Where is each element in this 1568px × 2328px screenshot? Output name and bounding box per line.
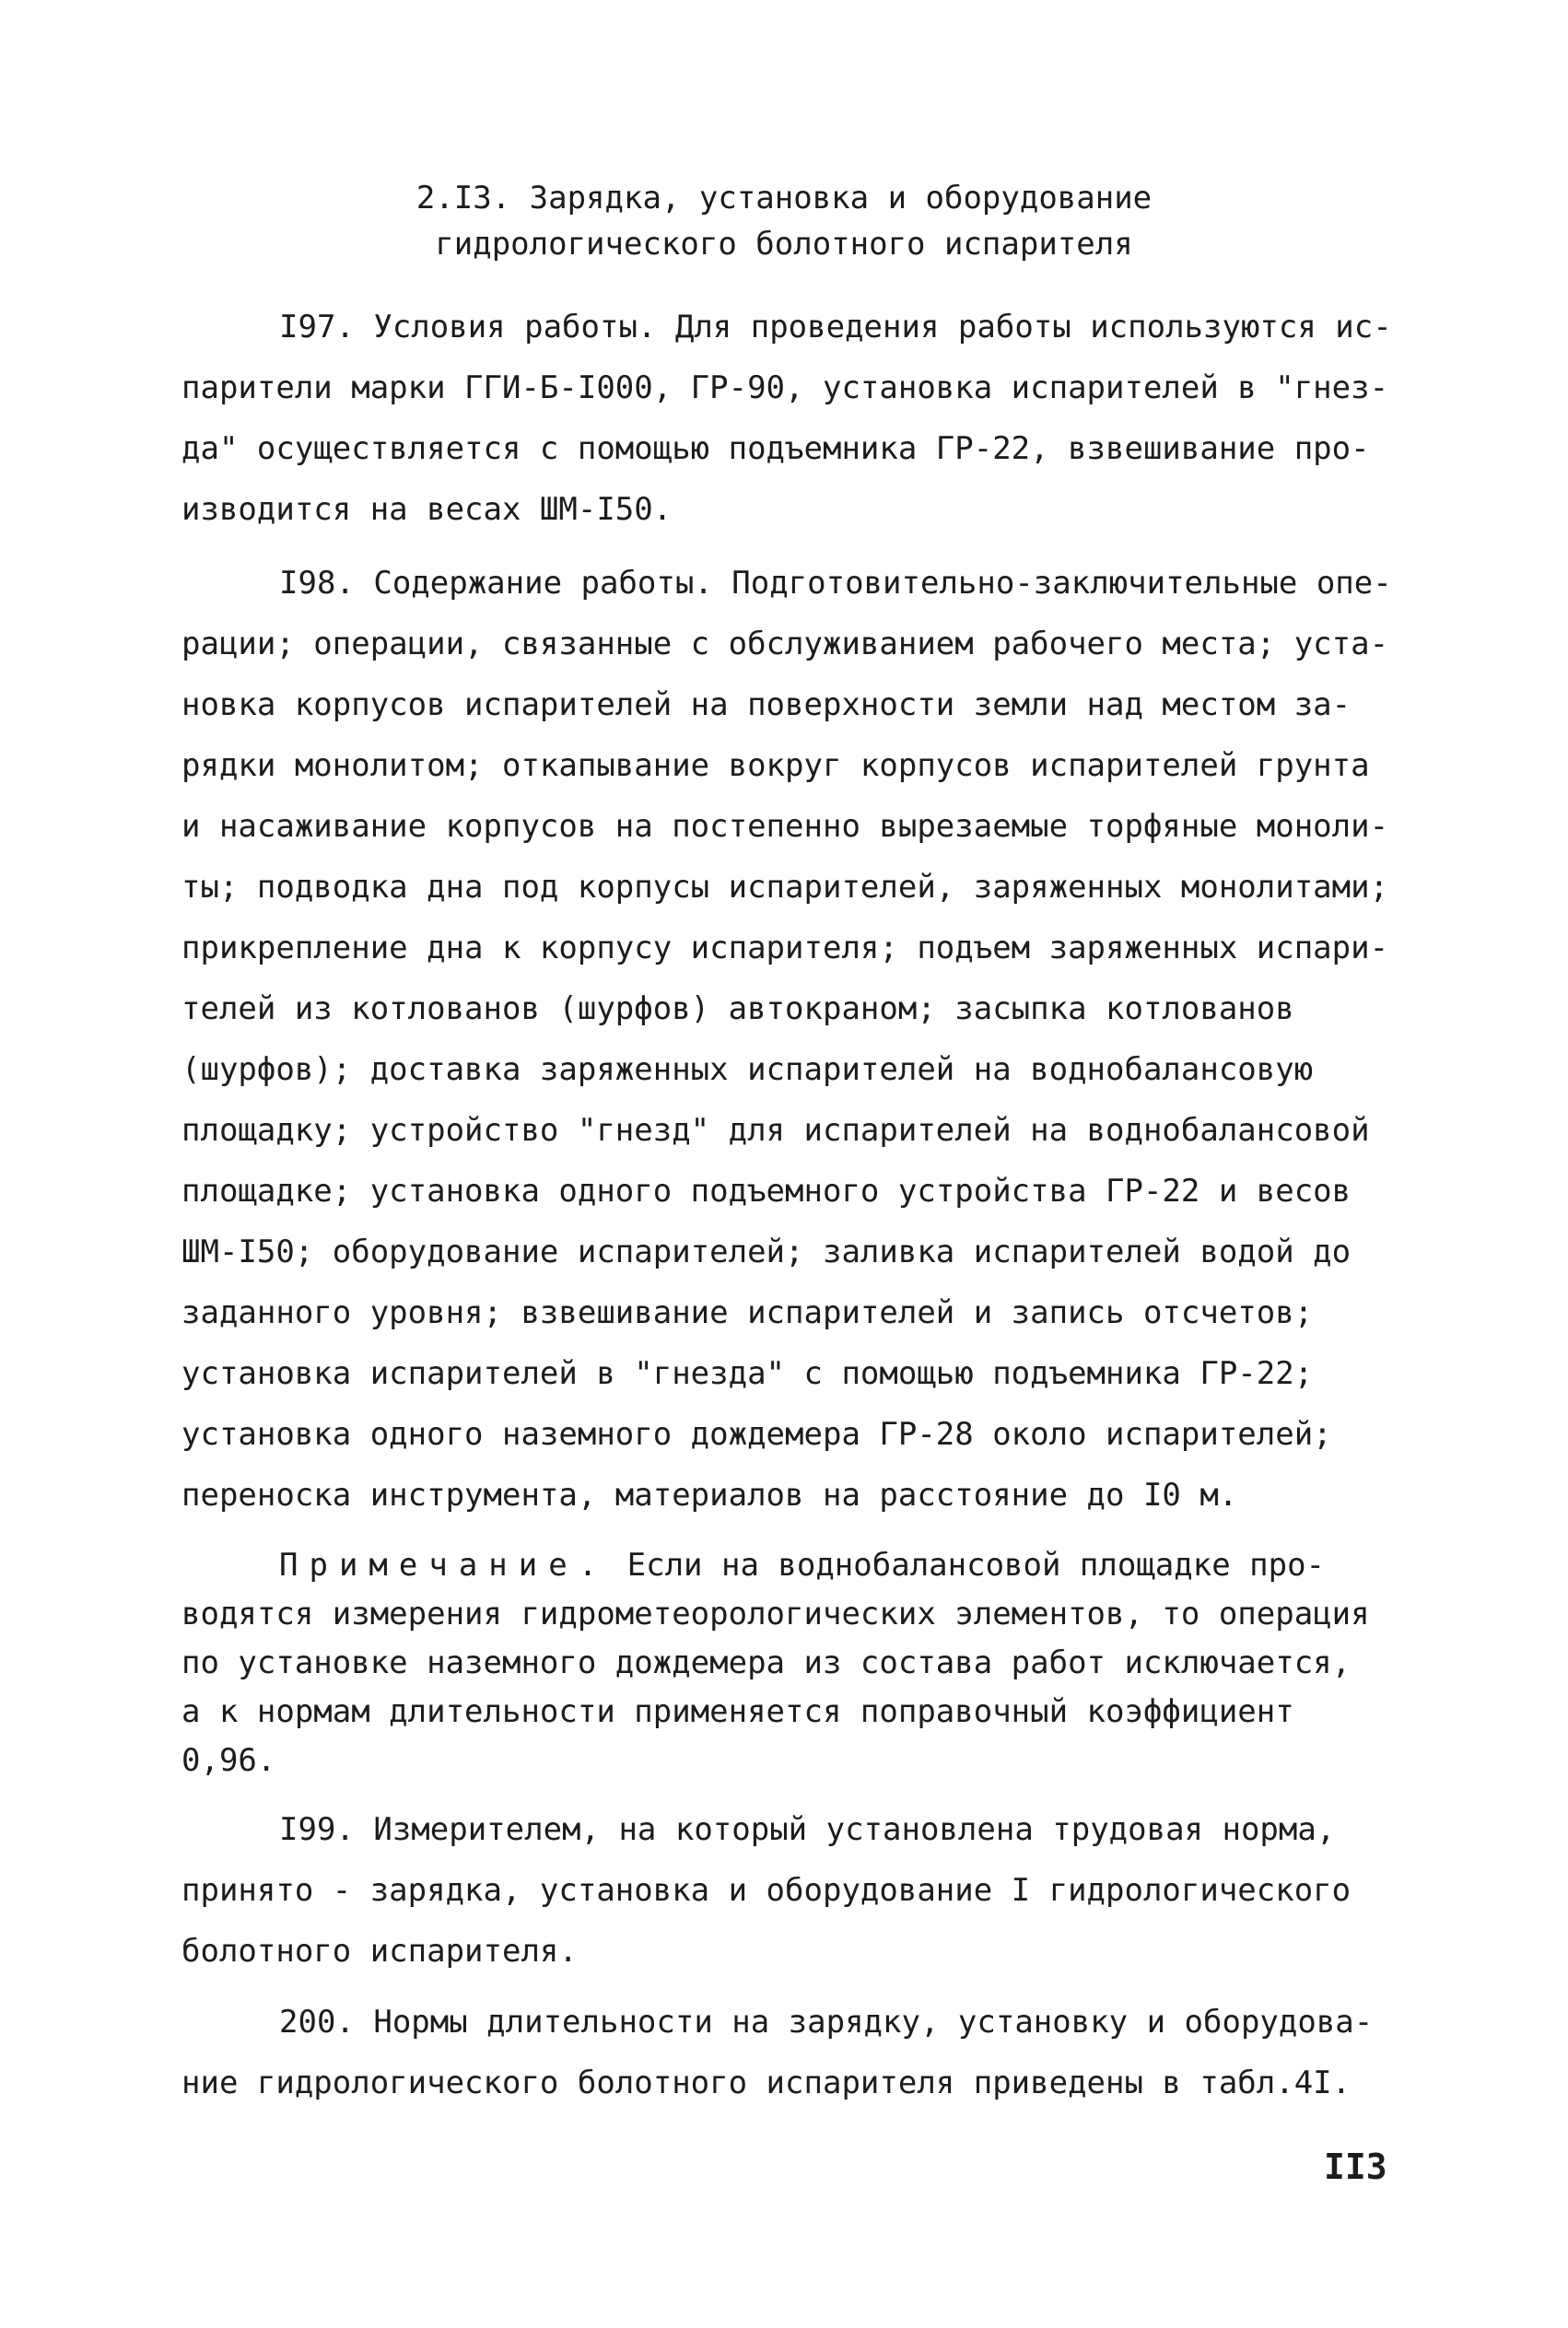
paragraph-line: ние гидрологического болотного испарителя приведены в табл.4I. bbox=[181, 2065, 1352, 2101]
paragraph-line: рации; операции, связанные с обслуживанием рабочего места; уста- bbox=[181, 626, 1389, 662]
paragraph-line: ШМ-I50; оборудование испарителей; заливка испарителей водой до bbox=[181, 1234, 1352, 1270]
paragraph-line: парители марки ГГИ-Б-I000, ГР-90, установка испарителей в "гнез- bbox=[181, 369, 1389, 406]
paragraph-line: новка корпусов испарителей на поверхности земли над местом за- bbox=[181, 686, 1352, 723]
paragraph-line: принято - зарядка, установка и оборудование I гидрологического bbox=[181, 1872, 1352, 1909]
paragraph-line: площадке; установка одного подъемного устройства ГР-22 и весов bbox=[181, 1173, 1352, 1210]
note-label: Примечание. bbox=[279, 1547, 609, 1584]
note-line: по установке наземного дождемера из состава работ исключается, bbox=[181, 1644, 1352, 1681]
paragraph-line: телей из котлованов (шурфов) автокраном; засыпка котлованов bbox=[181, 990, 1294, 1027]
note-first-line bbox=[279, 1547, 1325, 1584]
paragraph-line: 200. Нормы длительности на зарядку, установку и оборудова- bbox=[279, 2004, 1374, 2041]
section-heading-line-1: 2.I3. Зарядка, установка и оборудование bbox=[415, 180, 1153, 216]
paragraph-line: I99. Измерителем, на который установлена трудовая норма, bbox=[279, 1811, 1336, 1848]
section-heading bbox=[0, 175, 1568, 267]
paragraph-line: установка испарителей в "гнезда" с помощью подъемника ГР-22; bbox=[181, 1355, 1314, 1392]
paragraph-line: болотного испарителя. bbox=[181, 1933, 578, 1970]
paragraph-line: площадку; устройство "гнезд" для испарителей на воднобалансовой bbox=[181, 1112, 1370, 1149]
section-heading-line-2: гидрологического болотного испарителя bbox=[435, 226, 1133, 263]
paragraph-line: заданного уровня; взвешивание испарителей и запись отсчетов; bbox=[181, 1294, 1314, 1331]
paragraph-line: (шурфов); доставка заряженных испарителей на воднобалансовую bbox=[181, 1051, 1314, 1088]
paragraph-line: переноска инструмента, материалов на расстояние до I0 м. bbox=[181, 1477, 1238, 1514]
note-line: водятся измерения гидрометеорологических элементов, то операция bbox=[181, 1596, 1370, 1632]
paragraph-line: и насаживание корпусов на постепенно вырезаемые торфяные моноли- bbox=[181, 808, 1389, 845]
paragraph-line: I98. Содержание работы. Подготовительно-заключительные опе- bbox=[279, 565, 1392, 602]
note-line: 0,96. bbox=[181, 1742, 276, 1779]
paragraph-line: ты; подводка дна под корпусы испарителей, заряженных монолитами; bbox=[181, 869, 1389, 906]
paragraph-line: рядки монолитом; откапывание вокруг корпусов испарителей грунта bbox=[181, 747, 1370, 784]
paragraph-line: I97. Условия работы. Для проведения работы используются ис- bbox=[279, 309, 1392, 345]
paragraph-line: установка одного наземного дождемера ГР-28 около испарителей; bbox=[181, 1416, 1332, 1453]
paragraph-line: изводится на весах ШМ-I50. bbox=[181, 491, 673, 528]
paragraph-line: прикрепление дна к корпусу испарителя; подъем заряженных испари- bbox=[181, 930, 1389, 966]
note-text: Если на воднобалансовой площадке про- bbox=[608, 1547, 1326, 1584]
paragraph-line: да" осуществляется с помощью подъемника ГР-22, взвешивание про- bbox=[181, 430, 1370, 467]
page-number: II3 bbox=[1324, 2147, 1387, 2187]
note-line: а к нормам длительности применяется поправочный коэффициент bbox=[181, 1693, 1294, 1730]
